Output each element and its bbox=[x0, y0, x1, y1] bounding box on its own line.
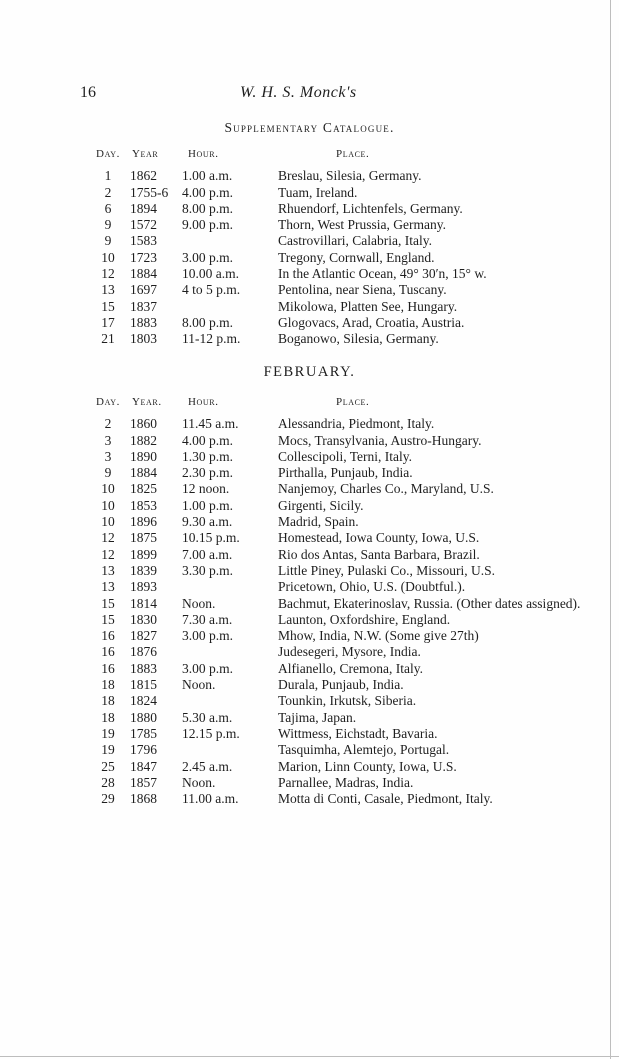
year-cell: 1583 bbox=[130, 233, 157, 249]
place-cell: Marion, Linn County, Iowa, U.S. bbox=[278, 758, 457, 774]
place-cell: Thorn, West Prussia, Germany. bbox=[278, 217, 447, 233]
place-cell: Pricetown, Ohio, U.S. (Doubtful.). bbox=[278, 579, 466, 595]
day-cell: 10 bbox=[101, 481, 115, 497]
table-header-row bbox=[88, 146, 601, 168]
year-cell: 1880 bbox=[130, 709, 157, 725]
place-cell: Homestead, Iowa County, Iowa, U.S. bbox=[278, 530, 480, 546]
table-row bbox=[88, 217, 601, 233]
place-cell: Tounkin, Irkutsk, Siberia. bbox=[278, 693, 417, 709]
table-row bbox=[88, 233, 601, 249]
day-cell: 2 bbox=[104, 416, 112, 432]
table-row bbox=[88, 628, 601, 644]
day-cell: 12 bbox=[101, 546, 115, 562]
table-row bbox=[88, 201, 601, 217]
hour-cell bbox=[182, 693, 278, 709]
year-cell: 1875 bbox=[130, 530, 157, 546]
day-cell: 10 bbox=[101, 514, 115, 530]
year-cell: 1839 bbox=[130, 562, 157, 578]
year-cell: 1876 bbox=[130, 644, 157, 660]
hour-cell: 11.00 a.m. bbox=[182, 791, 239, 807]
table-row bbox=[88, 282, 601, 298]
hour-cell: 12.15 p.m. bbox=[182, 725, 240, 741]
hour-cell bbox=[182, 742, 278, 758]
year-cell: 1853 bbox=[130, 497, 157, 513]
hour-cell: 4 to 5 p.m. bbox=[182, 282, 241, 298]
table-row bbox=[88, 693, 601, 709]
day-cell: 9 bbox=[104, 217, 112, 233]
table-row bbox=[88, 579, 601, 595]
place-cell: Madrid, Spain. bbox=[278, 514, 359, 530]
day-cell: 15 bbox=[101, 595, 115, 611]
year-cell: 1785 bbox=[130, 725, 157, 741]
hour-cell: 10.15 p.m. bbox=[182, 530, 240, 546]
page-number: 16 bbox=[80, 84, 96, 101]
place-cell: Alessandria, Piedmont, Italy. bbox=[278, 416, 435, 432]
table-row bbox=[88, 791, 601, 807]
table-row bbox=[88, 726, 601, 742]
hour-cell: 8.00 p.m. bbox=[182, 200, 234, 216]
hour-cell: 2.45 a.m. bbox=[182, 758, 233, 774]
place-cell: Nanjemoy, Charles Co., Maryland, U.S. bbox=[278, 481, 494, 497]
place-cell: Castrovillari, Calabria, Italy. bbox=[278, 233, 432, 249]
year-cell: 1893 bbox=[130, 579, 157, 595]
table-row bbox=[88, 742, 601, 758]
year-cell: 1896 bbox=[130, 514, 157, 530]
place-cell: Parnallee, Madras, India. bbox=[278, 774, 414, 790]
day-cell: 15 bbox=[101, 611, 115, 627]
day-cell: 13 bbox=[101, 562, 115, 578]
place-cell: Durala, Punjaub, India. bbox=[278, 677, 404, 693]
place-cell: Tajima, Japan. bbox=[278, 709, 357, 725]
hour-cell: 1.00 p.m. bbox=[182, 497, 234, 513]
supplementary-title: Supplementary Catalogue. bbox=[224, 120, 395, 135]
place-cell: Rhuendorf, Lichtenfels, Germany. bbox=[278, 200, 463, 216]
supplementary-rows bbox=[88, 168, 601, 347]
year-cell: 1882 bbox=[130, 432, 157, 448]
hour-cell: Noon. bbox=[182, 677, 216, 693]
page-edge-right bbox=[610, 0, 611, 1059]
hour-cell: 5.30 a.m. bbox=[182, 709, 233, 725]
day-cell: 17 bbox=[101, 314, 115, 330]
year-cell: 1572 bbox=[130, 217, 157, 233]
col-place-header: Place. bbox=[336, 148, 370, 160]
hour-cell: 9.30 a.m. bbox=[182, 514, 233, 530]
year-cell: 1884 bbox=[130, 266, 157, 282]
february-rows bbox=[88, 416, 601, 807]
day-cell: 28 bbox=[101, 774, 115, 790]
place-cell: Alfianello, Cremona, Italy. bbox=[278, 660, 423, 676]
col-year-header: Year bbox=[132, 148, 159, 160]
hour-cell bbox=[182, 233, 278, 249]
year-cell: 1825 bbox=[130, 481, 157, 497]
day-cell: 19 bbox=[101, 742, 115, 758]
table-row bbox=[88, 481, 601, 497]
february-table bbox=[88, 394, 601, 807]
table-row bbox=[88, 563, 601, 579]
hour-cell: 4.00 p.m. bbox=[182, 184, 234, 200]
place-cell: Boganowo, Silesia, Germany. bbox=[278, 331, 439, 347]
table-header-row bbox=[88, 394, 601, 416]
day-cell: 6 bbox=[104, 200, 112, 216]
day-cell: 10 bbox=[101, 249, 115, 265]
hour-cell: Noon. bbox=[182, 595, 216, 611]
place-cell: Rio dos Antas, Santa Barbara, Brazil. bbox=[278, 546, 480, 562]
day-cell: 10 bbox=[101, 497, 115, 513]
hour-cell: 1.00 a.m. bbox=[182, 168, 233, 184]
day-cell: 16 bbox=[101, 628, 115, 644]
year-cell: 1894 bbox=[130, 200, 157, 216]
day-cell: 16 bbox=[101, 660, 115, 676]
hour-cell: 2.30 p.m. bbox=[182, 465, 234, 481]
place-cell: Tasquimha, Alemtejo, Portugal. bbox=[278, 742, 450, 758]
col-hour-header: Hour. bbox=[188, 148, 219, 160]
hour-cell bbox=[182, 299, 278, 315]
day-cell: 12 bbox=[101, 266, 115, 282]
hour-cell: 4.00 p.m. bbox=[182, 432, 234, 448]
year-cell: 1883 bbox=[130, 314, 157, 330]
table-row bbox=[88, 331, 601, 347]
table-row bbox=[88, 185, 601, 201]
table-row bbox=[88, 465, 601, 481]
hour-cell bbox=[182, 579, 278, 595]
col-day-header: Day. bbox=[96, 148, 120, 160]
day-cell: 18 bbox=[101, 693, 115, 709]
hour-cell: 10.00 a.m. bbox=[182, 266, 239, 282]
place-cell: Launton, Oxfordshire, England. bbox=[278, 611, 451, 627]
day-cell: 15 bbox=[101, 298, 115, 314]
place-cell: Mocs, Transylvania, Austro-Hungary. bbox=[278, 432, 482, 448]
year-cell: 1814 bbox=[130, 595, 157, 611]
hour-cell: 3.00 p.m. bbox=[182, 628, 234, 644]
day-cell: 18 bbox=[101, 677, 115, 693]
place-cell: Mikolowa, Platten See, Hungary. bbox=[278, 298, 458, 314]
table-row bbox=[88, 759, 601, 775]
year-cell: 1815 bbox=[130, 677, 157, 693]
day-cell: 3 bbox=[104, 432, 112, 448]
running-title: W. H. S. Monck's bbox=[240, 84, 357, 101]
place-cell: In the Atlantic Ocean, 49° 30′n, 15° w. bbox=[278, 266, 487, 282]
hour-cell: 7.30 a.m. bbox=[182, 611, 233, 627]
day-cell: 29 bbox=[101, 791, 115, 807]
place-cell: Tuam, Ireland. bbox=[278, 184, 358, 200]
table-row bbox=[88, 710, 601, 726]
february-title: FEBRUARY. bbox=[263, 364, 356, 380]
table-row bbox=[88, 266, 601, 282]
hour-cell: 3.00 p.m. bbox=[182, 660, 234, 676]
place-cell: Collescipoli, Terni, Italy. bbox=[278, 448, 413, 464]
hour-cell bbox=[182, 644, 278, 660]
year-cell: 1899 bbox=[130, 546, 157, 562]
year-cell: 1868 bbox=[130, 791, 157, 807]
table-row bbox=[88, 514, 601, 530]
year-cell: 1860 bbox=[130, 416, 157, 432]
day-cell: 13 bbox=[101, 282, 115, 298]
year-cell: 1697 bbox=[130, 282, 157, 298]
place-cell: Pentolina, near Siena, Tuscany. bbox=[278, 282, 447, 298]
year-cell: 1827 bbox=[130, 628, 157, 644]
table-row bbox=[88, 677, 601, 693]
year-cell: 1796 bbox=[130, 742, 157, 758]
place-cell: Motta di Conti, Casale, Piedmont, Italy. bbox=[278, 791, 493, 807]
hour-cell: 9.00 p.m. bbox=[182, 217, 234, 233]
day-cell: 19 bbox=[101, 725, 115, 741]
day-cell: 9 bbox=[104, 233, 112, 249]
hour-cell: 1.30 p.m. bbox=[182, 448, 234, 464]
place-cell: Tregony, Cornwall, England. bbox=[278, 249, 435, 265]
table-row bbox=[88, 530, 601, 546]
year-cell: 1890 bbox=[130, 448, 157, 464]
table-row bbox=[88, 661, 601, 677]
hour-cell: 12 noon. bbox=[182, 481, 230, 497]
place-cell: Bachmut, Ekaterinoslav, Russia. (Other dates assigned). bbox=[278, 595, 581, 611]
year-cell: 1884 bbox=[130, 465, 157, 481]
year-cell: 1883 bbox=[130, 660, 157, 676]
year-cell: 1837 bbox=[130, 298, 157, 314]
table-row bbox=[88, 644, 601, 660]
place-cell: Judesegeri, Mysore, India. bbox=[278, 644, 421, 660]
hour-cell: 7.00 a.m. bbox=[182, 546, 233, 562]
place-cell: Pirthalla, Punjaub, India. bbox=[278, 465, 413, 481]
table-row bbox=[88, 250, 601, 266]
page-edge-bottom bbox=[0, 1056, 619, 1057]
day-cell: 1 bbox=[104, 168, 112, 184]
supplementary-table bbox=[88, 146, 601, 348]
col-place-header: Place. bbox=[336, 396, 370, 408]
year-cell: 1803 bbox=[130, 331, 157, 347]
year-cell: 1755-6 bbox=[130, 184, 169, 200]
year-cell: 1824 bbox=[130, 693, 157, 709]
hour-cell: Noon. bbox=[182, 774, 216, 790]
table-row bbox=[88, 299, 601, 315]
day-cell: 21 bbox=[101, 331, 115, 347]
table-row bbox=[88, 612, 601, 628]
place-cell: Mhow, India, N.W. (Some give 27th) bbox=[278, 628, 479, 644]
hour-cell: 8.00 p.m. bbox=[182, 314, 234, 330]
day-cell: 13 bbox=[101, 579, 115, 595]
year-cell: 1830 bbox=[130, 611, 157, 627]
hour-cell: 3.30 p.m. bbox=[182, 562, 234, 578]
hour-cell: 3.00 p.m. bbox=[182, 249, 234, 265]
day-cell: 18 bbox=[101, 709, 115, 725]
day-cell: 3 bbox=[104, 448, 112, 464]
place-cell: Breslau, Silesia, Germany. bbox=[278, 168, 422, 184]
day-cell: 2 bbox=[104, 184, 112, 200]
day-cell: 16 bbox=[101, 644, 115, 660]
place-cell: Glogovacs, Arad, Croatia, Austria. bbox=[278, 314, 465, 330]
table-row bbox=[88, 596, 601, 612]
table-row bbox=[88, 416, 601, 432]
hour-cell: 11-12 p.m. bbox=[182, 331, 241, 347]
year-cell: 1847 bbox=[130, 758, 157, 774]
table-row bbox=[88, 433, 601, 449]
table-row bbox=[88, 775, 601, 791]
year-cell: 1862 bbox=[130, 168, 157, 184]
table-row bbox=[88, 168, 601, 184]
hour-cell: 11.45 a.m. bbox=[182, 416, 239, 432]
year-cell: 1723 bbox=[130, 249, 157, 265]
table-row bbox=[88, 315, 601, 331]
day-cell: 12 bbox=[101, 530, 115, 546]
place-cell: Wittmess, Eichstadt, Bavaria. bbox=[278, 725, 438, 741]
day-cell: 25 bbox=[101, 758, 115, 774]
table-row bbox=[88, 547, 601, 563]
col-day-header: Day. bbox=[96, 396, 120, 408]
place-cell: Little Piney, Pulaski Co., Missouri, U.S. bbox=[278, 562, 496, 578]
table-row bbox=[88, 449, 601, 465]
day-cell: 9 bbox=[104, 465, 112, 481]
place-cell: Girgenti, Sicily. bbox=[278, 497, 364, 513]
table-row bbox=[88, 498, 601, 514]
col-year-header: Year. bbox=[132, 396, 162, 408]
col-hour-header: Hour. bbox=[188, 396, 219, 408]
year-cell: 1857 bbox=[130, 774, 157, 790]
